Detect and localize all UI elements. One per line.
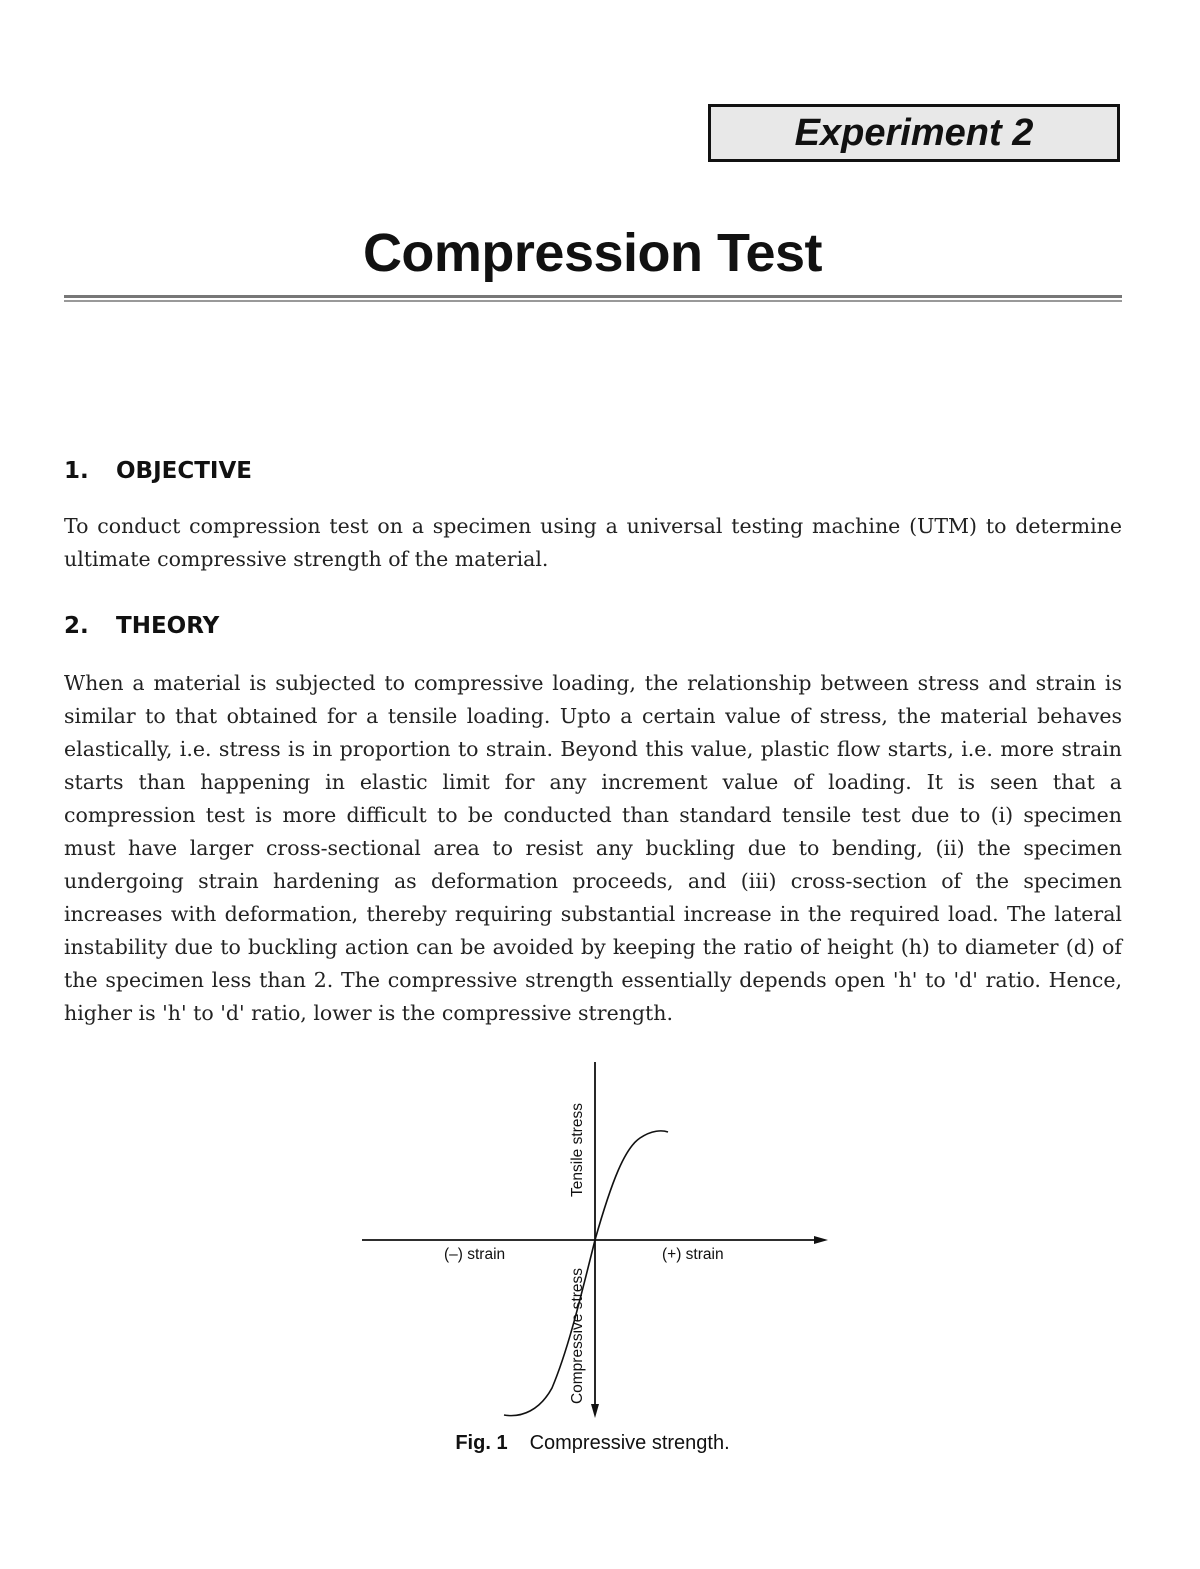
compressive-curve — [504, 1240, 595, 1416]
section-number: 2. — [64, 613, 89, 639]
objective-paragraph: To conduct compression test on a specimen using a universal testing machine (UTM) to determine ultimate compressive strength of the material. — [64, 514, 1122, 571]
negative-strain-label: (–) strain — [444, 1246, 506, 1263]
figure-caption-label: Fig. 1 — [455, 1432, 508, 1454]
title-rule-top — [64, 295, 1122, 298]
experiment-label: Experiment 2 — [708, 104, 1120, 162]
figure-caption — [0, 1432, 1185, 1455]
section-number: 1. — [64, 458, 89, 484]
tensile-stress-label: Tensile stress — [569, 1103, 586, 1197]
stress-axis-arrowhead — [591, 1404, 599, 1418]
page-title: Compression Test — [362, 223, 823, 283]
positive-strain-label: (+) strain — [662, 1246, 724, 1263]
section-heading-objective — [64, 458, 252, 484]
section-title: THEORY — [116, 613, 220, 639]
section-heading-theory — [64, 613, 219, 639]
strain-axis-arrowhead — [814, 1236, 828, 1244]
compressive-stress-label: Compressive stress — [569, 1267, 586, 1405]
tensile-curve — [595, 1131, 668, 1240]
title-rule-bottom — [64, 300, 1122, 302]
figure-caption-text: Compressive strength. — [529, 1432, 730, 1454]
section-title: OBJECTIVE — [116, 458, 252, 484]
theory-paragraph: When a material is subjected to compressive loading, the relationship between stress and strain is similar to that obtained for a tensile loading. Upto a certain value of stress, the material behaves elastically, i.e. stress is in proportion to strain. Beyond this value, plastic flow starts, i.e. more strain starts than happening in elastic limit for any increment value of loading. It is seen that a compression test is more difficult to be conducted than standard tensile test due to (i) specimen must have larger cross-sectional area to resist any buckling due to bending, (ii) the specimen undergoing strain hardening as deformation proceeds, and (iii) cross-section of the specimen increases with deformation, thereby requiring substantial increase in the required load. The lateral instability due to buckling action can be avoided by keeping the ratio of height (h) to diameter (d) of the specimen less than 2. The compressive strength essentially depends open 'h' to 'd' ratio. Hence, higher is 'h' to 'd' ratio, lower is the compressive strength. — [64, 671, 1122, 1025]
